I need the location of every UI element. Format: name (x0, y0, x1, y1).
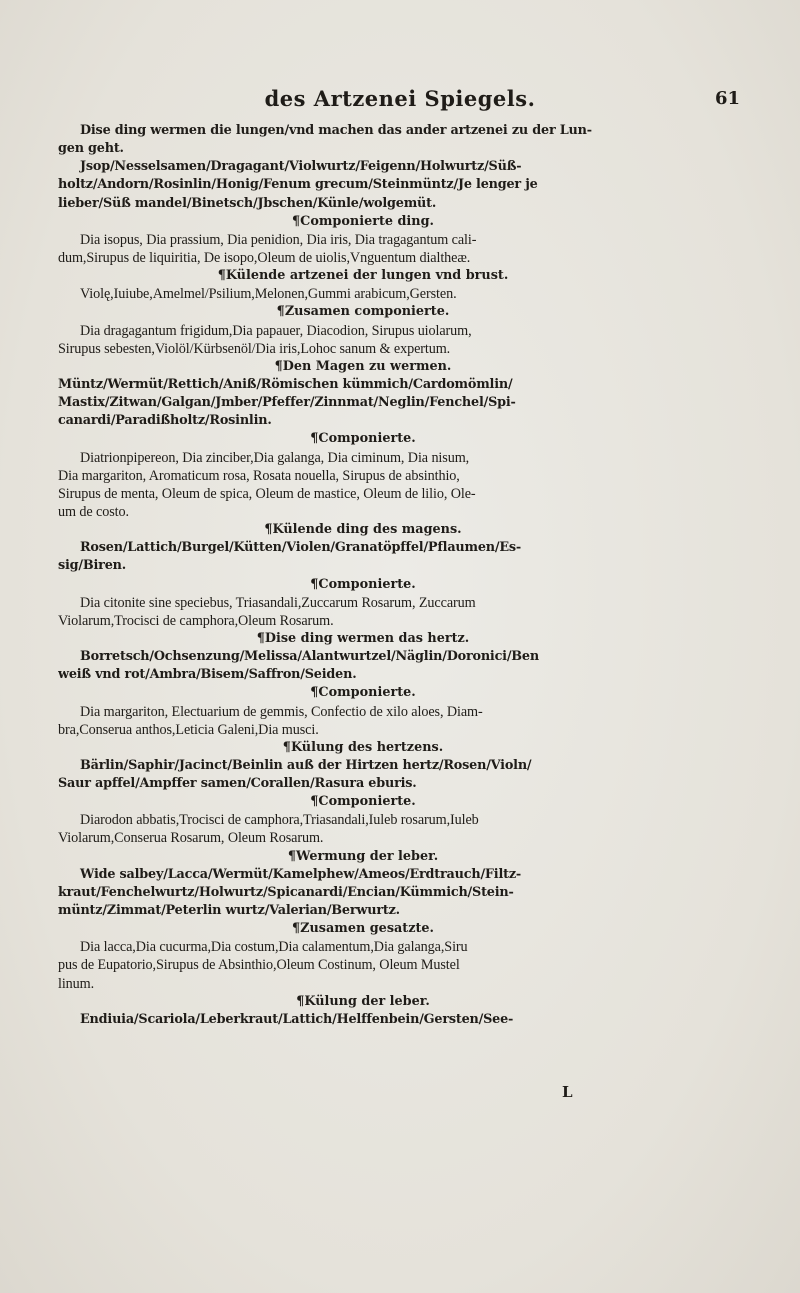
section-heading: ¶Componierte. (310, 576, 416, 592)
section-heading: ¶Külung der leber. (296, 993, 430, 1009)
section-heading: ¶Den Magen zu wermen. (274, 358, 452, 374)
text-line: Wide salbey/Lacca/Wermüt/Kamelphew/Ameos/Erdtrauch/Filtz- (80, 866, 522, 882)
text-line: Sirupus de menta, Oleum de spica, Oleum de mastice, Oleum de lilio, Ole- (58, 485, 476, 502)
text-line: Violę,Iuiube,Amelmel/Psilium,Melonen,Gummi arabicum,Gersten. (80, 286, 457, 303)
text-line: dum,Sirupus de liquiritia, De isopo,Oleum de uiolis,Vnguentum dialtheæ. (58, 249, 471, 266)
running-title: des Artzenei Spiegels. (264, 86, 536, 111)
text-line: müntz/Zimmat/Peterlin wurtz/Valerian/Berwurtz. (58, 903, 400, 919)
text-line: Rosen/Lattich/Burgel/Kütten/Violen/Granatöpffel/Pflaumen/Es- (80, 540, 522, 556)
section-heading: ¶Dise ding wermen das hertz. (256, 630, 470, 646)
text-line: holtz/Andorn/Rosinlin/Honig/Fenum grecum/Steinmüntz/Je lenger je (58, 177, 538, 193)
text-line: gen geht. (58, 141, 124, 157)
section-heading: ¶Zusamen componierte. (276, 304, 450, 320)
section-heading: ¶Külende artzenei der lungen vnd brust. (217, 268, 509, 284)
text-block (58, 122, 628, 1029)
section-heading: ¶Külende ding des magens. (264, 522, 462, 538)
text-line: lieber/Süß mandel/Binetsch/Jbschen/Künle/wolgemüt. (58, 195, 437, 211)
section-heading: ¶Componierte. (310, 794, 416, 810)
text-line: Saur apffel/Ampffer samen/Corallen/Rasura eburis. (58, 776, 417, 792)
text-line: Endiuia/Scariola/Leberkraut/Lattich/Helffenbein/Gersten/See- (80, 1011, 514, 1027)
text-line: um de costo. (58, 503, 129, 520)
text-line: Dia lacca,Dia cucurma,Dia costum,Dia calamentum,Dia galanga,Siru (80, 939, 468, 956)
page-header (60, 86, 740, 116)
text-line: Diarodon abbatis,Trocisci de camphora,Triasandali,Iuleb rosarum,Iuleb (80, 812, 479, 829)
text-line: sig/Biren. (58, 558, 127, 574)
folio-number: 61 (714, 88, 740, 109)
section-heading: ¶Zusamen gesatzte. (292, 921, 434, 937)
text-line: Bärlin/Saphir/Jacinct/Beinlin auß der Hirtzen hertz/Rosen/Violn/ (80, 757, 532, 773)
text-line: Violarum,Conserua Rosarum, Oleum Rosarum. (58, 830, 324, 847)
text-line: Müntz/Wermüt/Rettich/Aniß/Römischen kümmich/Cardomömlin/ (58, 376, 513, 392)
section-heading: ¶Componierte ding. (292, 213, 434, 229)
text-line: pus de Eupatorio,Sirupus de Absinthio,Oleum Costinum, Oleum Mustel (58, 957, 460, 974)
text-line: Violarum,Trocisci de camphora,Oleum Rosarum. (58, 612, 334, 629)
text-line: Dia margariton, Electuarium de gemmis, Confectio de xilo aloes, Diam- (80, 703, 483, 720)
text-line: bra,Conserua anthos,Leticia Galeni,Dia musci. (58, 721, 319, 738)
text-line: kraut/Fenchelwurtz/Holwurtz/Spicanardi/Encian/Kümmich/Stein- (58, 884, 514, 900)
section-heading: ¶Componierte. (310, 685, 416, 701)
text-line: Dia margariton, Aromaticum rosa, Rosata nouella, Sirupus de absinthio, (58, 467, 460, 484)
text-line: Diatrionpipereon, Dia zinciber,Dia galanga, Dia ciminum, Dia nisum, (80, 449, 470, 466)
text-line: Mastix/Zitwan/Galgan/Jmber/Pfeffer/Zinnmat/Neglin/Fenchel/Spi- (58, 395, 516, 411)
catchword: L (562, 1083, 573, 1101)
text-line: weiß vnd rot/Ambra/Bisem/Saffron/Seiden. (58, 667, 357, 683)
text-line: canardi/Paradißholtz/Rosinlin. (58, 413, 272, 429)
text-line: linum. (58, 975, 95, 992)
section-heading: ¶Componierte. (310, 431, 416, 447)
section-heading: ¶Külung des hertzens. (282, 739, 444, 755)
text-line: Dia citonite sine speciebus, Triasandali,Zuccarum Rosarum, Zuccarum (80, 594, 476, 611)
text-line: Jsop/Nesselsamen/Dragagant/Violwurtz/Feigenn/Holwurtz/Süß- (80, 159, 522, 175)
text-line: Dise ding wermen die lungen/vnd machen das ander artzenei zu der Lun- (80, 123, 592, 138)
section-heading: ¶Wermung der leber. (287, 848, 439, 864)
text-line: Borretsch/Ochsenzung/Melissa/Alantwurtzel/Näglin/Doronici/Ben (80, 649, 539, 665)
text-line: Dia isopus, Dia prassium, Dia penidion, Dia iris, Dia tragagantum cali- (80, 231, 477, 248)
text-line: Dia dragagantum frigidum,Dia papauer, Diacodion, Sirupus uiolarum, (80, 322, 472, 339)
text-line: Sirupus sebesten,Violöl/Kürbsenöl/Dia iris,Lohoc sanum & expertum. (58, 340, 451, 357)
